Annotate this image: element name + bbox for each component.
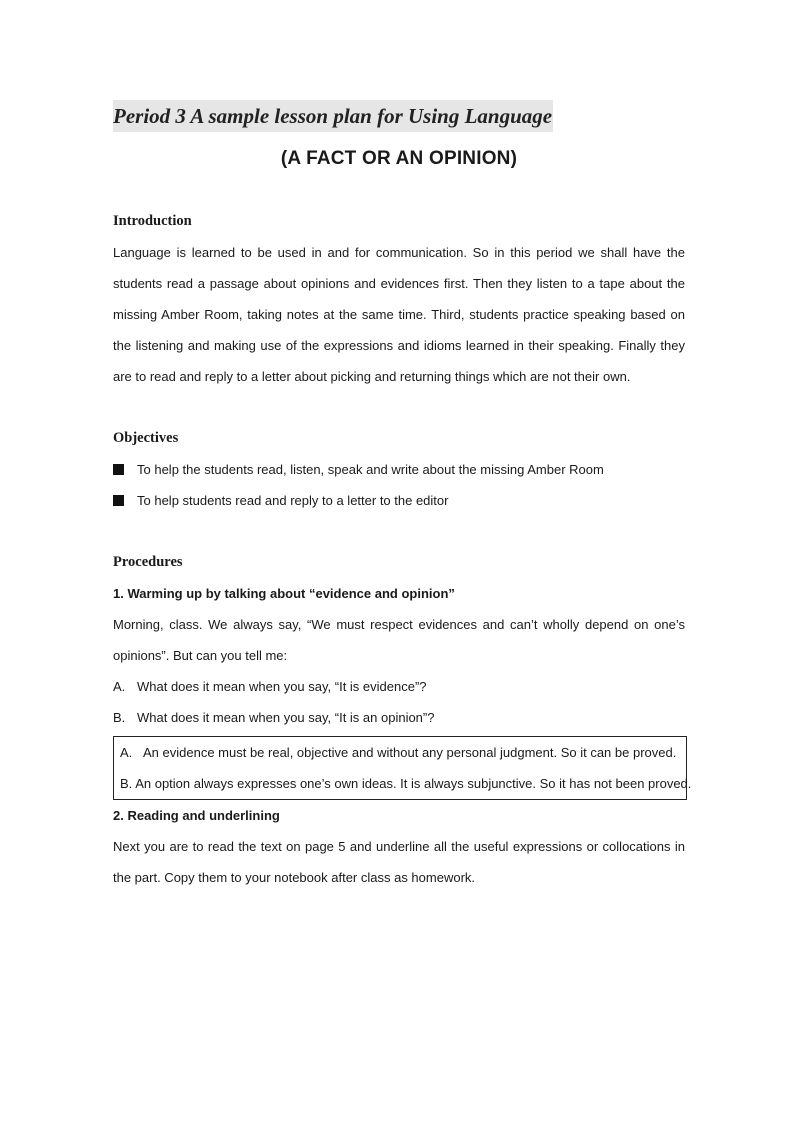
answer-item xyxy=(120,768,692,799)
question-item xyxy=(113,702,685,733)
procedures-heading: Procedures xyxy=(113,554,183,570)
introduction-section xyxy=(113,206,685,392)
answer-box xyxy=(113,736,692,800)
square-bullet-icon xyxy=(113,495,124,506)
document-page xyxy=(113,100,692,893)
question-text: What does it mean when you say, “It is an opinion”? xyxy=(137,710,435,725)
objectives-heading: Objectives xyxy=(113,430,179,446)
answer-text: An option always expresses one’s own ideas. It is always subjunctive. So it has not been proved. xyxy=(135,776,692,791)
square-bullet-icon xyxy=(113,464,124,475)
step2-text: Next you are to read the text on page 5 and underline all the useful expressions or collocations in the part. Copy them to your notebook after class as homework. xyxy=(113,839,685,885)
objective-item xyxy=(113,485,685,516)
question-item xyxy=(113,671,685,702)
step1-intro-text: Morning, class. We always say, “We must respect evidences and can’t wholly depend on one’s opinions”. But can you tell me: xyxy=(113,617,685,663)
answer-mark: B. xyxy=(120,776,133,791)
step1-heading: 1. Warming up by talking about “evidence and opinion” xyxy=(113,586,455,601)
introduction-text: Language is learned to be used in and for communication. So in this period we shall have the students read a passage about opinions and evidences first. Then they listen to a tape about the missing Amber Room, taking notes at the same time. Third, students practice speaking based on the listening and making use of the expressions and idioms learned in their speaking. Finally they are to read and reply to a letter about picking and returning things which are not their own. xyxy=(113,245,685,384)
objective-item xyxy=(113,454,685,485)
question-text: What does it mean when you say, “It is evidence”? xyxy=(137,679,427,694)
question-mark: A. xyxy=(113,679,126,694)
objectives-section xyxy=(113,423,685,516)
document-subtitle: (A FACT OR AN OPINION) xyxy=(280,148,518,169)
answer-text: An evidence must be real, objective and without any personal judgment. So it can be proved. xyxy=(143,745,677,760)
step2-heading: 2. Reading and underlining xyxy=(113,808,280,823)
objective-text: To help the students read, listen, speak and write about the missing Amber Room xyxy=(137,462,604,477)
answer-mark: A. xyxy=(120,745,133,760)
procedures-section xyxy=(113,547,692,893)
question-mark: B. xyxy=(113,710,126,725)
introduction-heading: Introduction xyxy=(113,213,192,229)
document-title: Period 3 A sample lesson plan for Using Language xyxy=(113,100,553,132)
answer-item xyxy=(120,737,680,768)
objective-text: To help students read and reply to a letter to the editor xyxy=(137,493,449,508)
